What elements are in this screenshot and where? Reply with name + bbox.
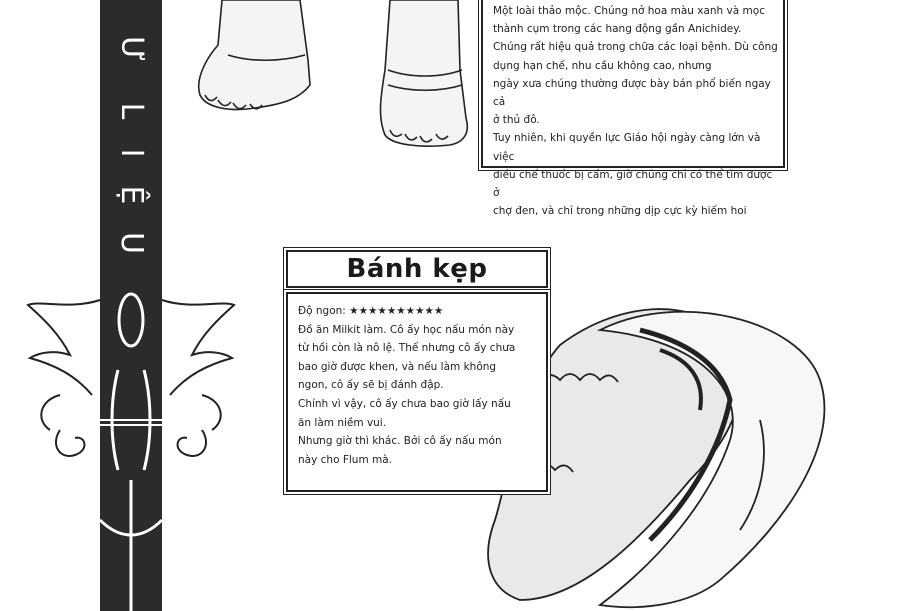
- banner-char: Ệ: [114, 185, 149, 205]
- feet-illustration: [199, 0, 468, 146]
- herb-line: chợ đen, và chỉ trong những dịp cực kỳ hiếm hoi: [493, 205, 747, 218]
- banner-char: I: [114, 148, 149, 158]
- banner-char: Ư: [114, 36, 149, 62]
- banner-char: U: [114, 232, 149, 254]
- sandwich-line: Chính vì vậy, cô ấy chưa bao giờ lấy nấu: [298, 397, 511, 410]
- herb-line: Một loài thảo mộc. Chúng nở hoa màu xanh và mọc: [493, 5, 765, 17]
- sandwich-line: bao giờ được khen, và nếu làm không: [298, 360, 497, 373]
- herb-line: Chúng rất hiệu quả trong chữa các loại bệnh. Dù công: [493, 41, 778, 54]
- sandwich-title-box: [286, 250, 548, 288]
- herb-info-box: [481, 0, 785, 218]
- herb-line: thành cụm trong các hang động gần Anichidey.: [493, 23, 742, 36]
- sandwich-line: ăn làm niềm vui.: [298, 416, 387, 429]
- sandwich-line: Đồ ăn Milkit làm. Cô ấy học nấu món này: [298, 323, 515, 336]
- sandwich-description: [298, 302, 542, 469]
- herb-line: ngày xưa chúng thường được bày bán phổ biến ngay cả: [493, 77, 771, 109]
- herb-line: điều chế thuốc bị cấm, giờ chúng chỉ có thể tìm được ở: [493, 168, 773, 200]
- herb-line: Tuy nhiên, khi quyền lực Giáo hội ngày càng lớn và việc: [493, 132, 761, 163]
- herb-description: [493, 2, 778, 220]
- sandwich-title: Bánh kẹp: [346, 254, 488, 284]
- ornament-emblem: [28, 294, 234, 611]
- sandwich-line: Nhưng giờ thì khác. Bởi cô ấy nấu món: [298, 435, 502, 448]
- herb-line: dụng hạn chế, nhu cầu không cao, nhưng: [493, 59, 712, 72]
- rating-line: Độ ngon: ★★★★★★★★★★: [298, 305, 444, 317]
- sandwich-line: này cho Flum mà.: [298, 453, 393, 466]
- sandwich-line: ngon, cô ấy sẽ bị đánh đập.: [298, 379, 444, 392]
- sandwich-info-box: [286, 292, 548, 492]
- sandwich-line: từ hồi còn là nô lệ. Thế nhưng cô ấy chưa: [298, 342, 516, 355]
- banner-char: L: [114, 102, 149, 120]
- herb-line: ở thủ đô.: [493, 114, 540, 127]
